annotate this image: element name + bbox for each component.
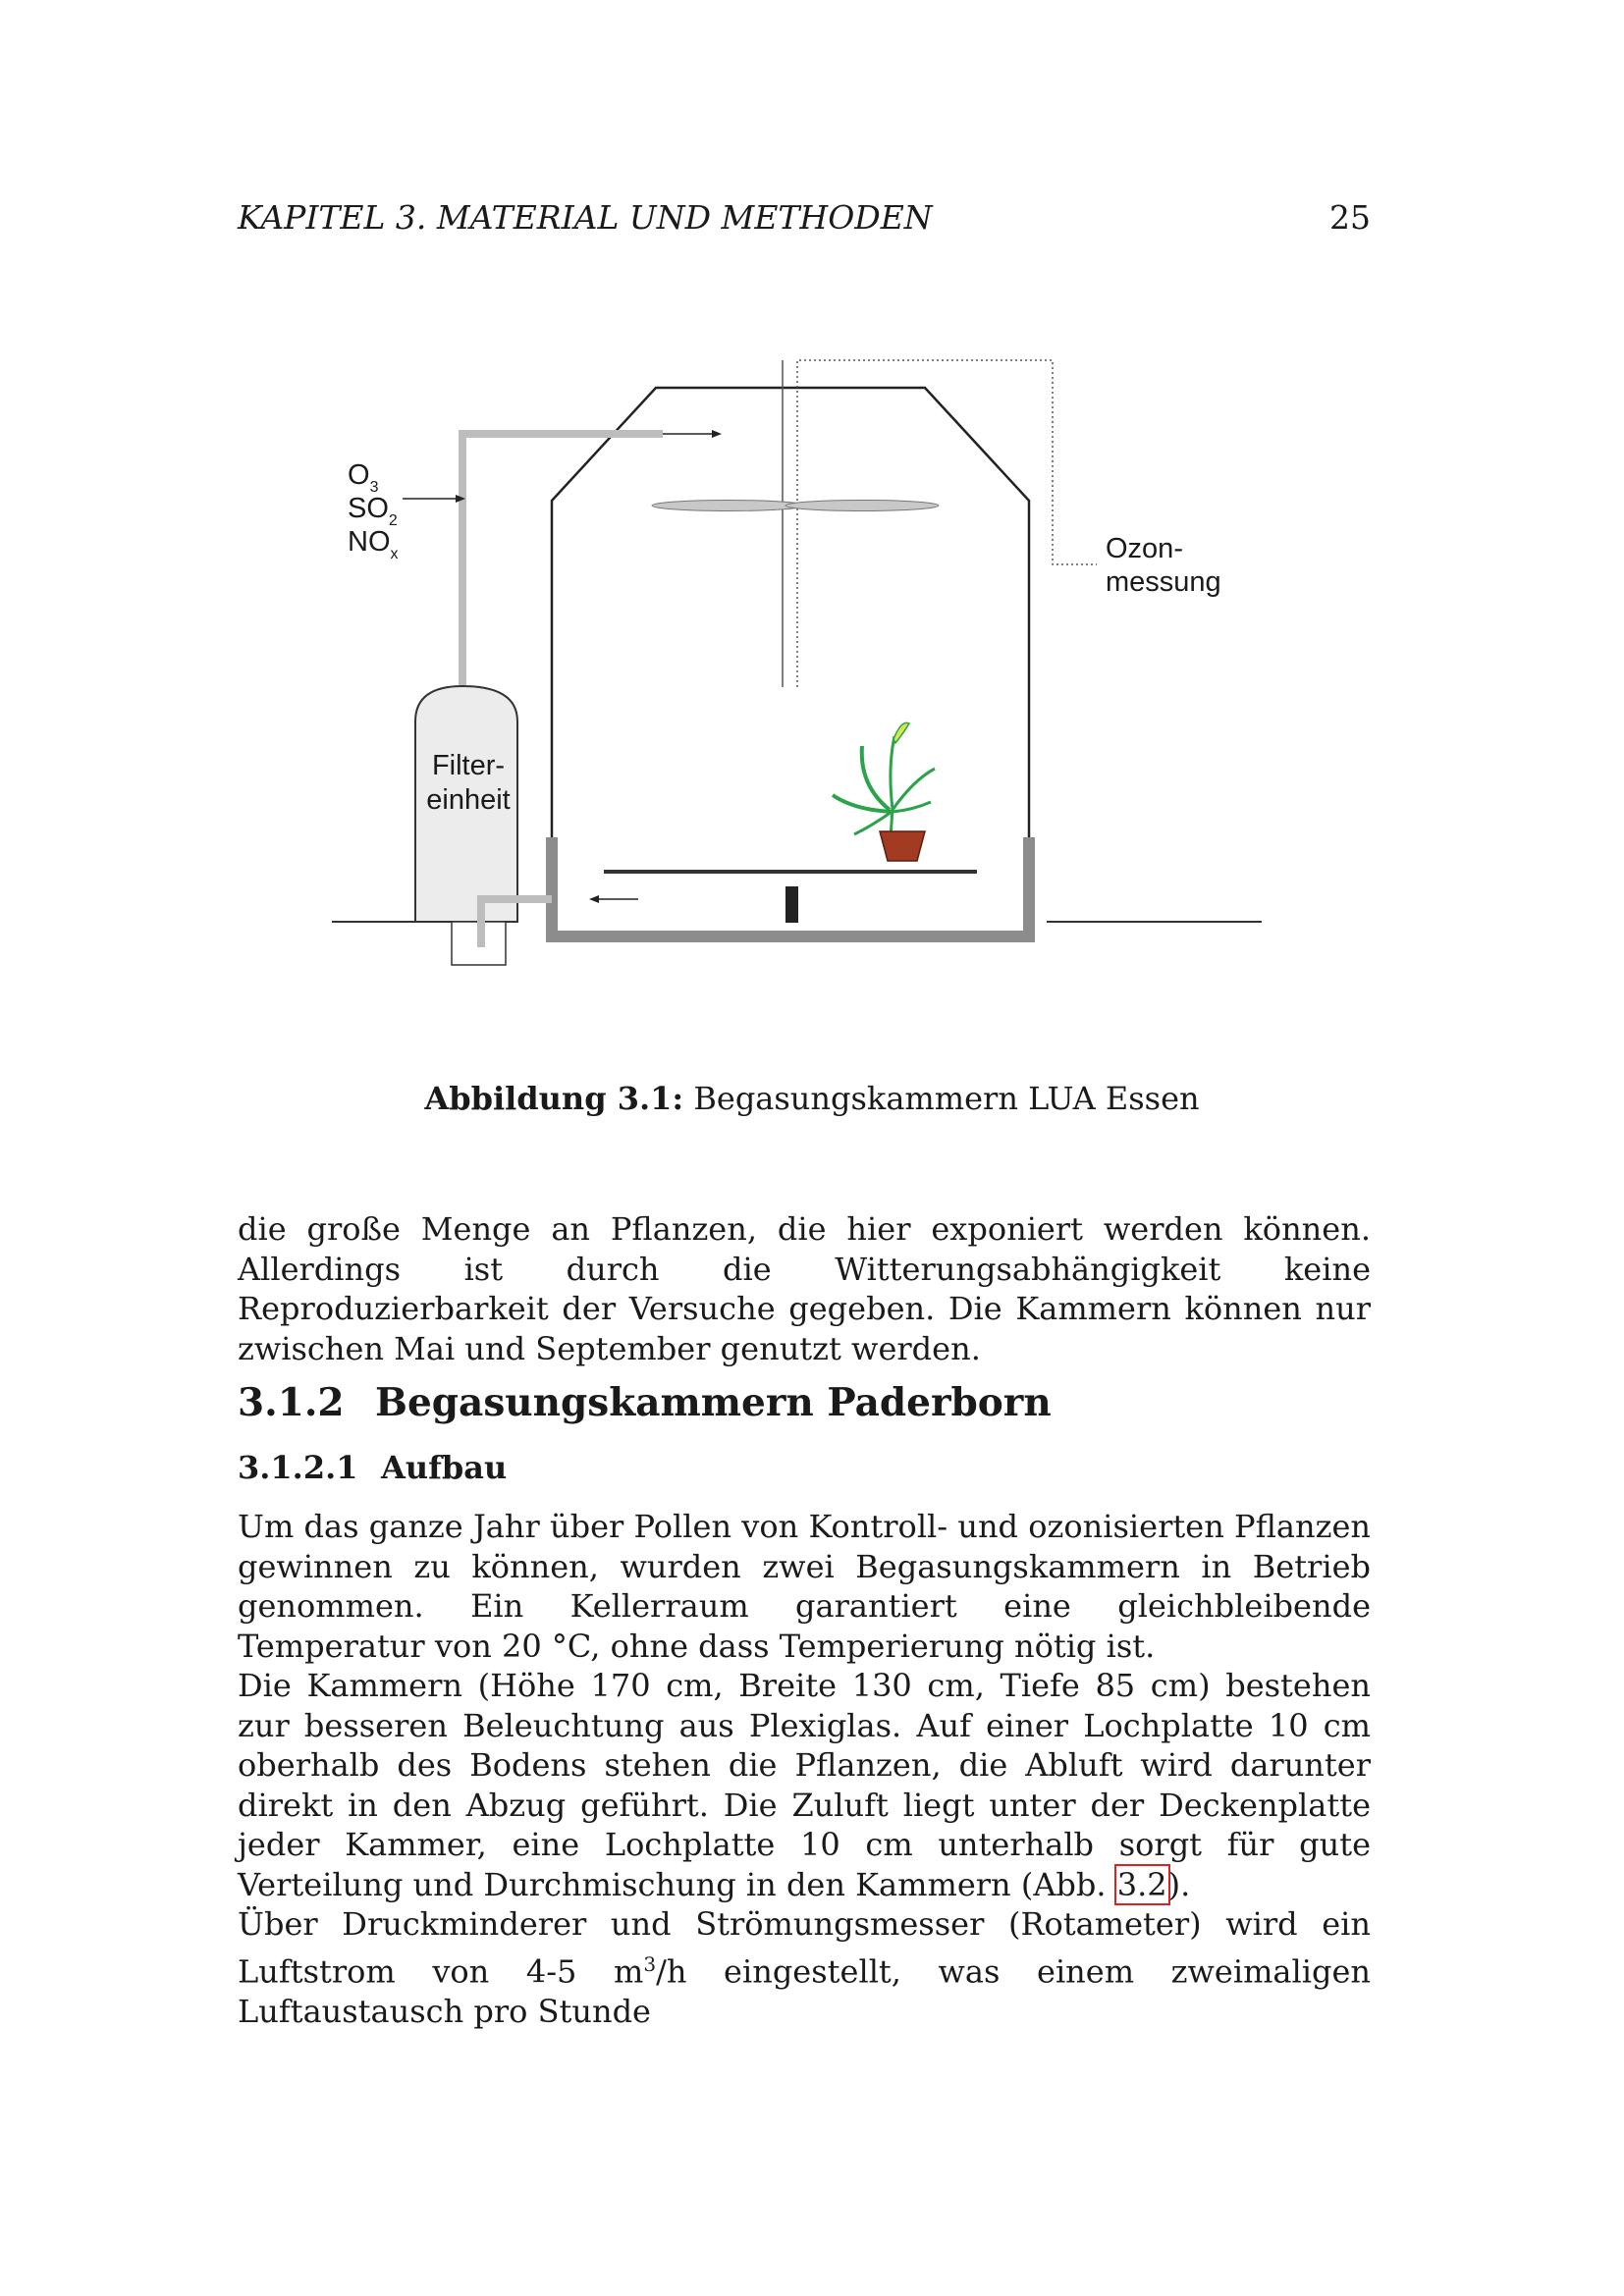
plate-support xyxy=(785,886,798,923)
caption-text: Begasungskammern LUA Essen xyxy=(683,1080,1200,1117)
paragraph-3 xyxy=(238,1666,1371,1904)
paragraph-4-start: Über Druckminderer und Strömungsmesser (Rotameter) wird ein Luftstrom von 4-5 m xyxy=(238,1905,1371,1991)
subsection-number: 3.1.2.1 xyxy=(238,1449,358,1486)
filter-label-line2: einheit xyxy=(426,784,511,816)
air-supply-pipe xyxy=(462,434,663,685)
figure-fumigation-chamber xyxy=(324,348,1267,987)
ozone-sampling-line xyxy=(797,360,1097,687)
figure-caption xyxy=(0,1080,1624,1117)
figure-reference-link[interactable]: 3.2 xyxy=(1116,1865,1167,1903)
plant-pot xyxy=(880,831,925,861)
chamber-walls xyxy=(552,388,1029,846)
ozone-label-line1: Ozon- xyxy=(1106,533,1183,564)
mixer-blade-right xyxy=(785,501,939,511)
air-inlet-arrowhead xyxy=(712,430,722,438)
paragraph-4 xyxy=(238,1904,1371,2031)
paragraph-1: die große Menge an Pflanzen, die hier exponiert werden können. Allerdings ist durch die Witterungsabhängigkeit keine Reproduzierbarkeit der Versuche gegeben. Die Kammern können nur zwischen Mai und September genutzt werden. xyxy=(238,1210,1371,1367)
running-header xyxy=(238,198,1371,237)
ozone-label-line2: messung xyxy=(1106,566,1221,598)
mixer-blade-left xyxy=(652,501,805,511)
page-number: 25 xyxy=(1329,198,1371,237)
label-sulfur-dioxide: $SO_2$ xyxy=(348,493,398,529)
chamber-diagram xyxy=(324,348,1267,987)
plant-icon xyxy=(833,722,935,861)
label-ozone: $O_3$ xyxy=(348,459,379,496)
caption-label: Abbildung 3.1: xyxy=(424,1080,684,1117)
section-heading xyxy=(238,1380,1052,1425)
paragraph-3-text: Die Kammern (Höhe 170 cm, Breite 130 cm, Tiefe 85 cm) bestehen zur besseren Beleuchtung aus Plexiglas. Auf einer Lochplatte 10 cm oberhalb des Bodens stehen die Pflanzen, die Abluft wird darunter direkt in den Abzug geführt. Die Zuluft liegt unter der Deckenplatte jeder Kammer, eine Lochplatte 10 cm unterhalb sorgt für gute Verteilung und Durchmischung in den Kammern xyxy=(238,1667,1371,1903)
paragraph-4-end: /h eingestellt, was einem zweimaligen Luftaustausch pro Stunde xyxy=(238,1952,1372,2030)
filter-label-line1: Filter- xyxy=(431,750,506,781)
section-number: 3.1.2 xyxy=(238,1380,345,1425)
paragraph-4-sup: 3 xyxy=(643,1951,657,1976)
paragraph-2: Um das ganze Jahr über Pollen von Kontroll- und ozonisierten Pflanzen gewinnen zu können, wurden zwei Begasungskammern in Betrieb genommen. Ein Kellerraum garantiert eine gleichbleibende Temperatur von 20 °C, ohne dass Temperierung nötig ist. xyxy=(238,1508,1371,1665)
figure-ref-open: (Abb. xyxy=(1020,1865,1116,1903)
figure-ref-close: ). xyxy=(1167,1865,1191,1903)
chapter-title: KAPITEL 3. MATERIAL UND METHODEN xyxy=(238,198,933,237)
section-title: Begasungskammern Paderborn xyxy=(375,1380,1052,1425)
subsection-title: Aufbau xyxy=(381,1449,508,1486)
exhaust-arrowhead xyxy=(589,895,599,903)
label-nitrogen-oxides: $NO_x$ xyxy=(348,526,399,562)
subsection-heading xyxy=(238,1449,507,1486)
